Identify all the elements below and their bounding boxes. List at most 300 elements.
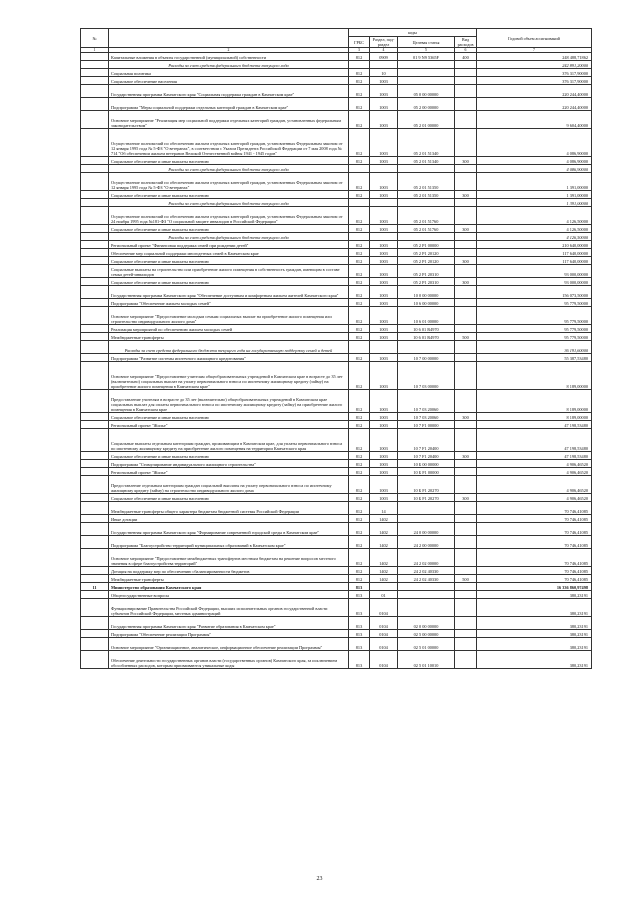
row-grbs: 812 <box>349 111 370 129</box>
row-number <box>81 53 109 61</box>
row-name: Социальное обеспечение и иные выплаты населению <box>109 257 349 265</box>
row-target <box>398 515 455 523</box>
row-number <box>81 638 109 651</box>
row-name: Функционирование Правительства Российской Федерации, высших исполнительных органов государственной власти субъектов Российской Федерации, местных администраций <box>109 599 349 617</box>
row-name: Обеспечение мер социальной поддержки многодетных семей в Камчатском крае <box>109 249 349 257</box>
header-name <box>109 29 349 48</box>
row-section: 1003 <box>370 191 398 199</box>
row-exptype <box>455 617 477 630</box>
table-row <box>81 599 592 617</box>
row-grbs: 812 <box>349 468 370 476</box>
row-section: 1003 <box>370 77 398 85</box>
row-section: 1003 <box>370 225 398 233</box>
row-grbs: 812 <box>349 265 370 278</box>
row-section: 1003 <box>370 85 398 98</box>
row-name: Социальная политика <box>109 69 349 77</box>
row-section: 1003 <box>370 333 398 341</box>
row-section <box>370 233 398 241</box>
table-row <box>81 460 592 468</box>
row-target: 02 0 00 00000 <box>398 617 455 630</box>
row-section: 1003 <box>370 207 398 225</box>
row-grbs: 812 <box>349 460 370 468</box>
row-exptype <box>455 241 477 249</box>
row-grbs: 812 <box>349 299 370 307</box>
row-amount: 376 317,90000 <box>477 77 592 85</box>
row-target: 10 7 F1 00000 <box>398 421 455 429</box>
row-section: 1003 <box>370 476 398 494</box>
table-row <box>81 77 592 85</box>
row-section: 1003 <box>370 249 398 257</box>
row-exptype <box>455 173 477 191</box>
row-section: 1003 <box>370 286 398 299</box>
row-section: 1003 <box>370 173 398 191</box>
row-target: 24 2 00 00000 <box>398 536 455 549</box>
row-name: Социальные выплаты отдельным категориям граждан, проживающим в Камчатском крае, для уплаты первоначального взноса по ипотечному жилищному кредиту на приобретение жилого помещения на территории Камчатского края <box>109 429 349 452</box>
row-amount: 4 906,46520 <box>477 468 592 476</box>
row-grbs: 812 <box>349 502 370 515</box>
row-name: Социальное обеспечение и иные выплаты населению <box>109 278 349 286</box>
row-amount: 4 906,46520 <box>477 476 592 494</box>
row-exptype: 500 <box>455 333 477 341</box>
row-name: Расходы за счет средств федерального бюджета текущего года <box>109 199 349 207</box>
row-exptype <box>455 591 477 599</box>
table-row <box>81 207 592 225</box>
row-number <box>81 515 109 523</box>
row-grbs: 813 <box>349 630 370 638</box>
row-target: 10 7 00 00000 <box>398 354 455 362</box>
row-name: Межбюджетные трансферты <box>109 575 349 583</box>
table-row <box>81 638 592 651</box>
row-name: Основное мероприятие "Реализация мер социальной поддержки отдельных категорий граждан, установленных федеральным законодательством" <box>109 111 349 129</box>
row-name: Региональный проект "Жилье" <box>109 421 349 429</box>
row-amount: 248 488,71862 <box>477 53 592 61</box>
row-exptype <box>455 502 477 515</box>
row-exptype <box>455 233 477 241</box>
row-amount: 117 640,00000 <box>477 257 592 265</box>
row-target: 10 6 00 00000 <box>398 299 455 307</box>
row-section: 1003 <box>370 421 398 429</box>
header-exptype: Вид расходов <box>455 37 477 48</box>
row-target: 10 Б F1 00000 <box>398 468 455 476</box>
row-exptype <box>455 307 477 325</box>
row-section <box>370 165 398 173</box>
row-exptype <box>455 523 477 536</box>
row-target: 05 2 00 00000 <box>398 98 455 111</box>
row-name: Основное мероприятие "Организационное, аналитическое, информационное обеспечение реализации Программы" <box>109 638 349 651</box>
row-amount: 16 336 860,97498 <box>477 583 592 591</box>
header-target: Целевая статья <box>398 37 455 48</box>
row-grbs: 812 <box>349 523 370 536</box>
table-row <box>81 98 592 111</box>
row-number <box>81 523 109 536</box>
row-number <box>81 173 109 191</box>
row-section: 1003 <box>370 354 398 362</box>
row-target: 10 6 01 R4970 <box>398 325 455 333</box>
row-amount: 47 198,53480 <box>477 452 592 460</box>
row-target <box>398 69 455 77</box>
row-name: Социальные выплаты на строительство или приобретение жилого помещения в собственность граждан, имеющим в составе семьи детей-инвалидов <box>109 265 349 278</box>
row-exptype: 300 <box>455 191 477 199</box>
row-name: Иные дотации <box>109 515 349 523</box>
table-row <box>81 257 592 265</box>
row-target <box>398 591 455 599</box>
row-grbs: 812 <box>349 225 370 233</box>
row-grbs: 813 <box>349 651 370 669</box>
row-amount: 70 746,41085 <box>477 549 592 567</box>
row-target: 05 2 01 51340 <box>398 157 455 165</box>
table-row <box>81 452 592 460</box>
row-number <box>81 249 109 257</box>
row-name: Министерство образования Камчатского края <box>109 583 349 591</box>
row-name: Подпрограмма "Стимулирование индивидуального жилищного строительства" <box>109 460 349 468</box>
row-amount: 9 604,40000 <box>477 111 592 129</box>
row-number <box>81 617 109 630</box>
row-amount: 242 891,20000 <box>477 61 592 69</box>
row-grbs <box>349 199 370 207</box>
row-target: 05 2 P1 00000 <box>398 241 455 249</box>
row-exptype: 300 <box>455 413 477 421</box>
table-row <box>81 265 592 278</box>
row-name: Основное мероприятие "Предоставление межбюджетных трансфертов местным бюджетам на решение вопросов местного значения в сфере благоустройства территорий" <box>109 549 349 567</box>
row-amount: 4 086,90000 <box>477 157 592 165</box>
row-exptype <box>455 199 477 207</box>
row-exptype <box>455 421 477 429</box>
row-amount: 4 906,46520 <box>477 494 592 502</box>
row-target: 10 7 F1 20400 <box>398 429 455 452</box>
row-section: 10 <box>370 69 398 77</box>
row-target: 05 2 P1 20310 <box>398 278 455 286</box>
row-number <box>81 333 109 341</box>
row-grbs: 813 <box>349 638 370 651</box>
row-name: Социальное обеспечение и иные выплаты населению <box>109 225 349 233</box>
row-section: 1003 <box>370 257 398 265</box>
row-section <box>370 341 398 354</box>
row-target <box>398 233 455 241</box>
row-number <box>81 591 109 599</box>
row-target: 10 7 03 00000 <box>398 362 455 390</box>
row-number <box>81 199 109 207</box>
row-exptype <box>455 61 477 69</box>
row-number <box>81 413 109 421</box>
row-amount: 220 244,40000 <box>477 85 592 98</box>
row-grbs: 812 <box>349 129 370 157</box>
row-amount: 156 073,50000 <box>477 286 592 299</box>
row-grbs: 812 <box>349 549 370 567</box>
row-exptype <box>455 567 477 575</box>
row-target: 24 2 02 40330 <box>398 567 455 575</box>
row-section: 1003 <box>370 98 398 111</box>
row-number <box>81 165 109 173</box>
row-grbs: 812 <box>349 452 370 460</box>
row-section: 14 <box>370 502 398 515</box>
row-grbs: 812 <box>349 567 370 575</box>
row-section: 01 <box>370 591 398 599</box>
row-grbs: 812 <box>349 173 370 191</box>
row-exptype <box>455 476 477 494</box>
row-amount: 70 746,41085 <box>477 536 592 549</box>
table-row <box>81 617 592 630</box>
row-section: 0104 <box>370 651 398 669</box>
row-exptype <box>455 299 477 307</box>
table-header <box>81 29 592 53</box>
row-amount: 70 746,41085 <box>477 502 592 515</box>
table-row <box>81 325 592 333</box>
row-exptype: 300 <box>455 157 477 165</box>
row-target: 02 5 00 00000 <box>398 630 455 638</box>
row-target: 05 0 00 00000 <box>398 85 455 98</box>
row-section: 1003 <box>370 299 398 307</box>
row-number <box>81 207 109 225</box>
table-row <box>81 333 592 341</box>
table-row <box>81 575 592 583</box>
table-row <box>81 173 592 191</box>
row-number <box>81 157 109 165</box>
row-section: 1003 <box>370 413 398 421</box>
row-number <box>81 549 109 567</box>
row-name: Социальное обеспечение и иные выплаты населению <box>109 157 349 165</box>
row-target: 10 7 F1 20400 <box>398 452 455 460</box>
row-exptype <box>455 69 477 77</box>
row-target: 01 9 N9 5365F <box>398 53 455 61</box>
table-row <box>81 630 592 638</box>
row-section: 1402 <box>370 575 398 583</box>
row-name: Государственная программа Камчатского края "Социальная поддержка граждан в Камчатском крае" <box>109 85 349 98</box>
row-amount: 1 391,00000 <box>477 173 592 191</box>
colnum-6: 6 <box>455 48 477 53</box>
row-section: 1003 <box>370 468 398 476</box>
row-name: Общегосударственные вопросы <box>109 591 349 599</box>
row-exptype: 300 <box>455 494 477 502</box>
row-name: Социальное обеспечение и иные выплаты населению <box>109 413 349 421</box>
row-target: 02 5 01 10010 <box>398 651 455 669</box>
row-number <box>81 225 109 233</box>
row-name: Осуществление полномочий по обеспечению жильем отдельных категорий граждан, установленных Федеральным законом от 24 ноября 1995 года №181-ФЗ "О социальной защите инвалидов в Российской Федерации" <box>109 207 349 225</box>
row-amount: 47 198,53480 <box>477 429 592 452</box>
row-grbs: 812 <box>349 390 370 413</box>
row-amount: 380,23191 <box>477 651 592 669</box>
row-amount: 117 640,00000 <box>477 249 592 257</box>
table-row <box>81 233 592 241</box>
row-target: 24 2 02 40330 <box>398 575 455 583</box>
table-row <box>81 241 592 249</box>
budget-sheet <box>80 28 591 669</box>
row-name: Основное мероприятие "Предоставление молодым семьям социальных выплат на приобретение жилого помещения или строительство индивидуального жилого дома" <box>109 307 349 325</box>
row-grbs: 812 <box>349 421 370 429</box>
row-amount: 380,23191 <box>477 617 592 630</box>
row-amount: 36 191,60000 <box>477 341 592 354</box>
row-section: 1402 <box>370 536 398 549</box>
table-row <box>81 249 592 257</box>
row-section: 0909 <box>370 53 398 61</box>
row-name: Расходы за счет средств федерального бюджета текущего года <box>109 165 349 173</box>
row-section: 1003 <box>370 429 398 452</box>
row-number <box>81 452 109 460</box>
row-amount: 4 126,50000 <box>477 225 592 233</box>
row-exptype <box>455 390 477 413</box>
row-section <box>370 583 398 591</box>
row-amount: 95 779,50000 <box>477 325 592 333</box>
row-exptype <box>455 638 477 651</box>
row-target: 05 2 01 51350 <box>398 191 455 199</box>
row-amount: 4 086,90000 <box>477 129 592 157</box>
header-grbs: ГРБС <box>349 37 370 48</box>
table-row <box>81 111 592 129</box>
row-target <box>398 502 455 515</box>
row-amount: 376 317,90000 <box>477 69 592 77</box>
row-amount: 1 391,00000 <box>477 199 592 207</box>
row-exptype <box>455 77 477 85</box>
table-row <box>81 286 592 299</box>
table-row <box>81 157 592 165</box>
row-grbs: 812 <box>349 354 370 362</box>
row-section: 1003 <box>370 325 398 333</box>
row-exptype <box>455 325 477 333</box>
row-exptype <box>455 286 477 299</box>
row-target <box>398 199 455 207</box>
row-name: Межбюджетные трансферты <box>109 333 349 341</box>
row-exptype <box>455 460 477 468</box>
row-exptype <box>455 583 477 591</box>
table-row <box>81 494 592 502</box>
row-exptype <box>455 85 477 98</box>
row-grbs: 812 <box>349 413 370 421</box>
row-name: Подпрограмма "Меры социальной поддержки отдельных категорий граждан в Камчатском крае" <box>109 98 349 111</box>
colnum-4: 4 <box>370 48 398 53</box>
row-number <box>81 257 109 265</box>
table-row <box>81 354 592 362</box>
row-number <box>81 599 109 617</box>
row-number <box>81 191 109 199</box>
row-grbs: 812 <box>349 286 370 299</box>
row-target <box>398 599 455 617</box>
table-row <box>81 413 592 421</box>
row-target: 10 0 00 00000 <box>398 286 455 299</box>
row-section: 1003 <box>370 362 398 390</box>
table-row <box>81 307 592 325</box>
row-amount: 380,23191 <box>477 638 592 651</box>
table-row <box>81 421 592 429</box>
row-amount: 380,23191 <box>477 630 592 638</box>
row-name: Региональный проект "Финансовая поддержка семей при рождении детей" <box>109 241 349 249</box>
row-exptype <box>455 429 477 452</box>
row-section: 1003 <box>370 278 398 286</box>
row-grbs: 812 <box>349 278 370 286</box>
header-annual: Годовой объем ассигнований <box>477 29 592 48</box>
row-number <box>81 536 109 549</box>
row-target: 10 Б F1 20270 <box>398 494 455 502</box>
row-section: 1003 <box>370 129 398 157</box>
row-target: 10 6 01 00000 <box>398 307 455 325</box>
row-grbs: 813 <box>349 599 370 617</box>
colnum-3: 3 <box>349 48 370 53</box>
row-exptype: 500 <box>455 575 477 583</box>
row-number <box>81 390 109 413</box>
row-name: Обеспечение деятельности государственных органов власти (государственных органов) Камчатского края, за исключением обособленных расходов, которым присваиваются уникальные коды <box>109 651 349 669</box>
row-number: 11 <box>81 583 109 591</box>
row-section: 1003 <box>370 494 398 502</box>
row-exptype: 300 <box>455 452 477 460</box>
row-section: 1402 <box>370 567 398 575</box>
row-amount: 8 189,00000 <box>477 362 592 390</box>
table-row <box>81 476 592 494</box>
row-name: Подпрограмма "Обеспечение реализации Программы" <box>109 630 349 638</box>
header-codes: коды <box>349 29 477 37</box>
colnum-2: 2 <box>109 48 349 53</box>
row-number <box>81 567 109 575</box>
row-grbs <box>349 61 370 69</box>
table-row <box>81 53 592 61</box>
row-amount: 8 189,00000 <box>477 413 592 421</box>
row-grbs <box>349 341 370 354</box>
row-grbs: 812 <box>349 249 370 257</box>
row-number <box>81 85 109 98</box>
row-grbs: 812 <box>349 575 370 583</box>
row-section: 1003 <box>370 390 398 413</box>
row-number <box>81 476 109 494</box>
row-number <box>81 61 109 69</box>
row-section: 1402 <box>370 549 398 567</box>
row-section: 1003 <box>370 307 398 325</box>
row-exptype <box>455 249 477 257</box>
row-name: Социальное обеспечение и иные выплаты населению <box>109 191 349 199</box>
row-name: Реализация мероприятий по обеспечению жильем молодых семей <box>109 325 349 333</box>
row-name: Социальное обеспечение и иные выплаты населению <box>109 452 349 460</box>
row-amount: 70 746,41085 <box>477 567 592 575</box>
table-row <box>81 299 592 307</box>
row-exptype <box>455 165 477 173</box>
row-amount: 93 000,00000 <box>477 278 592 286</box>
table-row <box>81 69 592 77</box>
row-grbs: 812 <box>349 257 370 265</box>
row-number <box>81 494 109 502</box>
row-amount: 93 000,00000 <box>477 265 592 278</box>
table-row <box>81 341 592 354</box>
row-target: 05 2 01 51760 <box>398 207 455 225</box>
row-exptype <box>455 630 477 638</box>
row-amount: 4 126,50000 <box>477 233 592 241</box>
row-number <box>81 286 109 299</box>
row-number <box>81 77 109 85</box>
row-grbs: 812 <box>349 333 370 341</box>
row-target: 10 7 03 20060 <box>398 413 455 421</box>
table-row <box>81 567 592 575</box>
row-name: Подпрограмма "Благоустройство территорий муниципальных образований в Камчатском крае" <box>109 536 349 549</box>
table-row <box>81 536 592 549</box>
row-name: Капитальные вложения в объекты государственной (муниципальной) собственности <box>109 53 349 61</box>
row-exptype <box>455 549 477 567</box>
row-name: Расходы за счет средств федерального бюджета текущего года <box>109 61 349 69</box>
table-row <box>81 468 592 476</box>
row-target <box>398 77 455 85</box>
row-target: 05 2 01 00000 <box>398 111 455 129</box>
table-row <box>81 85 592 98</box>
row-section: 0104 <box>370 638 398 651</box>
row-amount: 220 244,40000 <box>477 98 592 111</box>
row-number <box>81 502 109 515</box>
row-grbs: 812 <box>349 429 370 452</box>
row-grbs: 812 <box>349 191 370 199</box>
row-exptype: 300 <box>455 278 477 286</box>
colnum-1: 1 <box>81 48 109 53</box>
row-name: Расходы за счет средств федерального бюджета текущего года <box>109 233 349 241</box>
row-grbs: 812 <box>349 536 370 549</box>
row-grbs: 812 <box>349 53 370 61</box>
row-number <box>81 69 109 77</box>
row-exptype <box>455 98 477 111</box>
row-grbs: 812 <box>349 476 370 494</box>
row-section: 0104 <box>370 599 398 617</box>
row-exptype <box>455 341 477 354</box>
